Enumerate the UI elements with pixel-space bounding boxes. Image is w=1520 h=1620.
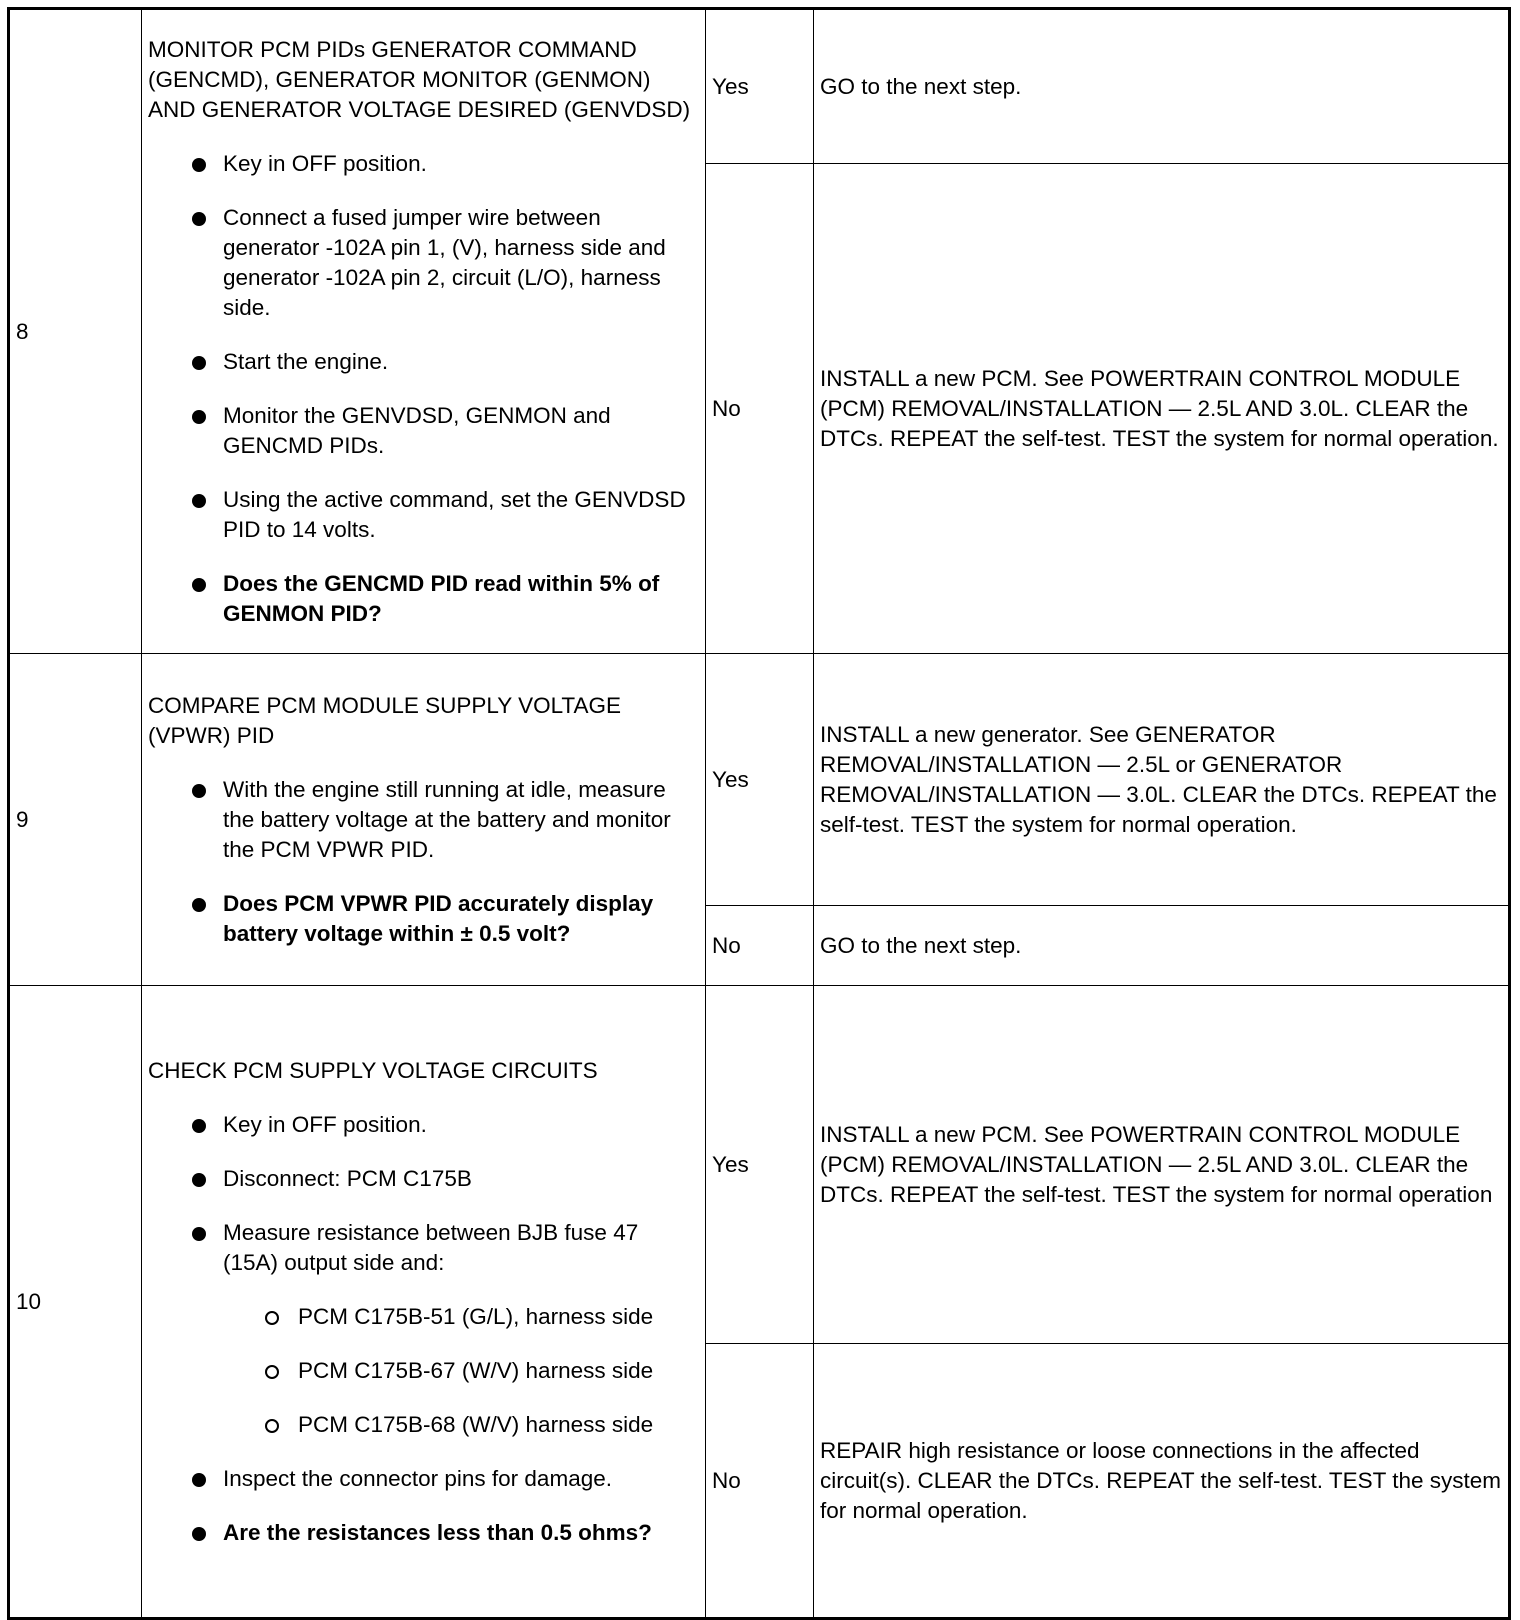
result-no: No: [706, 906, 814, 986]
sub-list-item: PCM C175B-68 (W/V) harness side: [148, 1410, 699, 1440]
action-no: INSTALL a new PCM. See POWERTRAIN CONTROL MODULE (PCM) REMOVAL/INSTALLATION — 2.5L AND 3.0L. CLEAR the DTCs. REPEAT the self-test. TEST the system for normal operation.: [814, 164, 1510, 654]
step-heading: CHECK PCM SUPPLY VOLTAGE CIRCUITS: [148, 1057, 598, 1083]
sub-list-item: PCM C175B-51 (G/L), harness side: [148, 1302, 699, 1332]
step-number: 10: [9, 986, 142, 1619]
list-item: Key in OFF position.: [148, 149, 699, 179]
list-item: Key in OFF position.: [148, 1110, 699, 1140]
action-no: REPAIR high resistance or loose connections in the affected circuit(s). CLEAR the DTCs. REPEAT the self-test. TEST the system for normal operation.: [814, 1344, 1510, 1619]
action-yes: GO to the next step.: [814, 9, 1510, 164]
test-cell: [142, 986, 706, 1619]
action-no: GO to the next step.: [814, 906, 1510, 986]
step-number: 9: [9, 654, 142, 986]
step-question: Does PCM VPWR PID accurately display battery voltage within ± 0.5 volt?: [148, 889, 699, 949]
list-item: With the engine still running at idle, measure the battery voltage at the battery and monitor the PCM VPWR PID.: [148, 775, 699, 865]
action-yes: INSTALL a new PCM. See POWERTRAIN CONTROL MODULE (PCM) REMOVAL/INSTALLATION — 2.5L AND 3.0L. CLEAR the DTCs. REPEAT the self-test. TEST the system for normal operation: [814, 986, 1510, 1344]
step-heading: MONITOR PCM PIDs GENERATOR COMMAND (GENCMD), GENERATOR MONITOR (GENMON) AND GENERATOR VOLTAGE DESIRED (GENVDSD): [148, 36, 691, 122]
diagnostic-procedure-table: [7, 7, 1511, 1620]
action-yes: INSTALL a new generator. See GENERATOR REMOVAL/INSTALLATION — 2.5L or GENERATOR REMOVAL/INSTALLATION — 3.0L. CLEAR the DTCs. REPEAT the self-test. TEST the system for normal operation.: [814, 654, 1510, 906]
result-yes: Yes: [706, 654, 814, 906]
list-item: Connect a fused jumper wire between generator -102A pin 1, (V), harness side and generator -102A pin 2, circuit (L/O), harness side.: [148, 203, 699, 323]
step-heading: COMPARE PCM MODULE SUPPLY VOLTAGE (VPWR) PID: [148, 692, 622, 748]
sub-list-item: PCM C175B-67 (W/V) harness side: [148, 1356, 699, 1386]
result-yes: Yes: [706, 9, 814, 164]
step-question: Are the resistances less than 0.5 ohms?: [148, 1518, 699, 1548]
list-item-text: Measure resistance between BJB fuse 47 (15A) output side and:: [223, 1219, 639, 1275]
step-bullet-list: [148, 1110, 699, 1548]
list-item: Monitor the GENVDSD, GENMON and GENCMD PIDs.: [148, 401, 699, 461]
step-number: 8: [9, 9, 142, 654]
list-item: Using the active command, set the GENVDSD PID to 14 volts.: [148, 485, 699, 545]
list-item: Start the engine.: [148, 347, 699, 377]
result-yes: Yes: [706, 986, 814, 1344]
list-item: Inspect the connector pins for damage.: [148, 1464, 699, 1494]
result-no: No: [706, 1344, 814, 1619]
test-cell: [142, 654, 706, 986]
list-item: [148, 1218, 699, 1440]
step-bullet-list: [148, 775, 699, 949]
test-cell: [142, 9, 706, 654]
result-no: No: [706, 164, 814, 654]
list-item: Disconnect: PCM C175B: [148, 1164, 699, 1194]
step-8-yes-row: [9, 9, 1510, 164]
step-10-yes-row: [9, 986, 1510, 1344]
step-bullet-list: [148, 149, 699, 629]
step-question: Does the GENCMD PID read within 5% of GENMON PID?: [148, 569, 699, 629]
step-9-yes-row: [9, 654, 1510, 906]
sub-bullet-list: [223, 1302, 699, 1440]
